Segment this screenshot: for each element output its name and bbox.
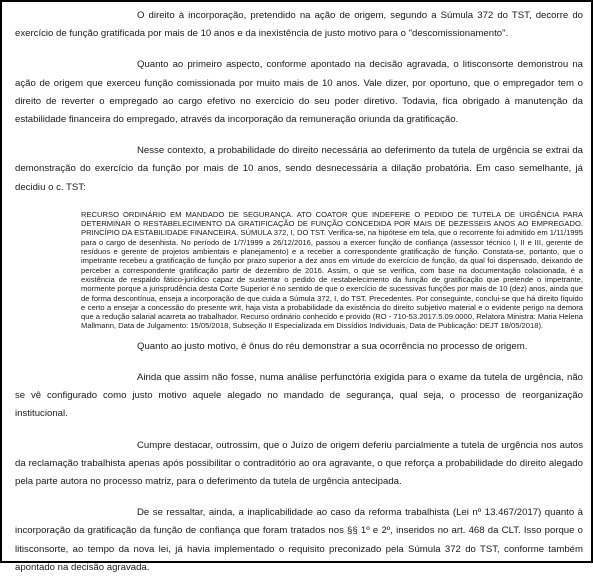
paragraph-origin-court: Cumpre destacar, outrossim, que o Juízo de origem deferiu parcialmente a tutela de urgência nos autos da reclamação trabalhista apenas após possibilitar o contraditório ao ora agravante, o que reforça a probabilidade do direito alegado pela parte autora no processo matriz, para o deferimento da tutela de urgência antecipada. — [15, 439, 583, 487]
paragraph-labor-reform: De se ressaltar, ainda, a inaplicabilidade ao caso da reforma trabalhista (Lei nº 13.467/2017) quanto à incorporação da gratificação da função de confiança que foram tratados nos §§ 1º e 2º, inseridos no art. 468 da CLT. Isso porque o litisconsorte, ao tempo da nova lei, já havia implementado o requisito preconizado pela Súmula 372 do TST, conforme também apontado na decisão agravada. — [15, 507, 583, 573]
paragraph-probability-of-right: Nesse contexto, a probabilidade do direito necessária ao deferimento da tutela de urgência se extrai da demonstração do exercício da função por mais de 10 anos, sendo desnecessária a dilação probatória. Em caso semelhante, já decidiu o c. TST: — [15, 145, 583, 193]
paragraph-first-aspect: Quanto ao primeiro aspecto, conforme apontado na decisão agravada, o litisconsorte demonstrou na ação de origem que exerceu função comissionada por muito mais de 10 anos. Vale dizer, por oportuno, que o empregador tem o direito de reverter o empregado ao cargo efetivo no exercício do seu poder diretivo. Todavia, fica obrigado à manutenção da estabilidade financeira do empregado, através da incorporação da remuneração oriunda da gratificação. — [15, 59, 583, 126]
jurisprudence-quote: RECURSO ORDINÁRIO EM MANDADO DE SEGURANÇA. ATO COATOR QUE INDEFERE O PEDIDO DE TUTELA DE URGÊNCIA PARA DETERMINAR O RESTABELECIMENTO DA GRATIFICAÇÃO DE FUNÇÃO CONCEDIDA POR MAIS DE DEZESSEIS ANOS AO EMPREGADO. PRINCÍPIO DA ESTABILIDADE FINANCEIRA. SÚMULA 372, I, DO TST. Verifica-se, na hipótese em tela, que o recorrente foi admitido em 1/11/1995 para o cargo de desenhista. No período de 1/7/1999 a 26/12/2016, passou a exercer função de confiança (assessor técnico I, II e III, gerente de resíduos e gerente de projetos ambientais e planejamento) e a receber a correspondente gratificação de função. Constata-se, portanto, que o impetrante recebeu a gratificação de função por prazo superior a dez anos em virtude do exercício de função, da qual foi dispensado, deixando de perceber a correspondente gratificação partir de dezembro de 2016. Assim, o que se verifica, com base na documentação colacionada, é a existência de respaldo fático-jurídico capaz de sustentar o pedido de restabelecimento da função de gratificação que pretende o impetrante, mormente porque a jurisprudência desta Corte Superior é no sentido de que o exercício de sucessivas funções por mais de 10 (dez) anos, ainda que de forma descontínua, enseja a incorporação de que cuida a Súmula 372, I, do TST. Precedentes. Por conseguinte, conclui-se que há direito líquido e certo a ensejar a concessão do presente writ, haja vista a probabilidade da existência do direito subjetivo material e o evidente perigo na demora que a redução salarial acarreta ao trabalhador. Recurso ordinário conhecido e provido (RO - 710-53.2017.5.09.0000, Relatora Ministra: Maria Helena Mallmann, Data de Julgamento: 15/05/2018, Subseção II Especializada em Dissídios Individuais, Data de Publicação: DEJT 18/05/2018). — [81, 209, 583, 331]
paragraph-incorporation-right: O direito à incorporação, pretendido na ação de origem, segundo a Súmula 372 do TST, decorre do exercício de função gratificada por mais de 10 anos e da inexistência de justo motivo para o "descomissionamento". — [15, 10, 583, 40]
paragraph-preliminary-analysis: Ainda que assim não fosse, numa análise perfunctória exigida para o exame da tutela de urgência, não se vê configurado como justo motivo aquele alegado no mandado de segurança, qual seja, o processo de reorganização institucional. — [15, 371, 583, 420]
paragraph-just-cause: Quanto ao justo motivo, é ônus do réu demonstrar a sua ocorrência no processo de origem. — [137, 340, 528, 352]
document-body — [2, 2, 591, 577]
